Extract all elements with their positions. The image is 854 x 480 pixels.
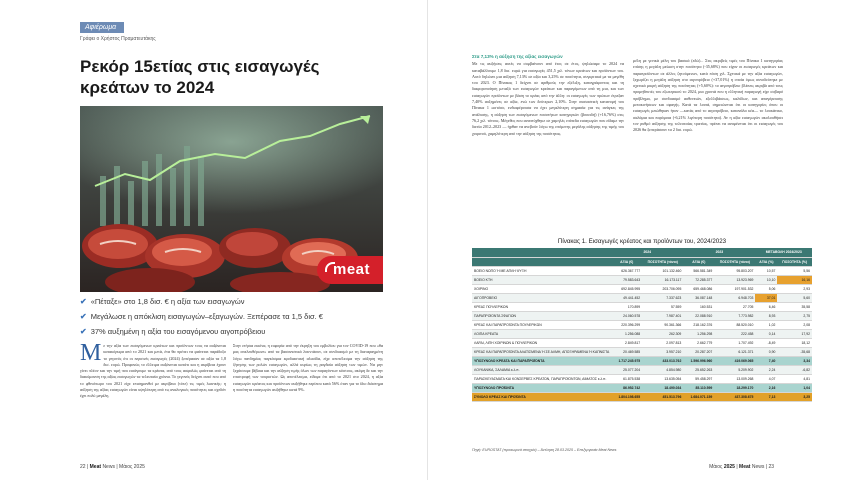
table-cell: 160.531 [683, 302, 714, 311]
table-cell: 16.173.117 [642, 275, 683, 284]
table-cell: 4,07 [755, 374, 777, 383]
table-row [472, 275, 812, 284]
table-cell: 17,92 [777, 329, 812, 338]
table-cell: 57.559 [642, 302, 683, 311]
table-cell: 1,02 [755, 320, 777, 329]
table-cell: 5,06 [755, 284, 777, 293]
key-point [80, 309, 380, 324]
table-cell: 35,58 [777, 302, 812, 311]
table-cell: 2.097.813 [642, 338, 683, 347]
table-row-label: ΒΟΕΙΟ ΚΤΗ [472, 275, 611, 284]
table-cell: 1.256.298 [683, 329, 714, 338]
page-number: 23 [768, 464, 774, 470]
meat-logo-text: meat [333, 261, 371, 278]
table-row-label: ΒΟΕΙΟ ΝΩΠΟ Ή ΜΕ ΑΠΛΗ ΨΥΞΗ [472, 266, 611, 275]
table-row [472, 284, 812, 293]
table-cell: 170.899 [611, 302, 642, 311]
table-column-header: ΠΟΣΟΤΗΤΑ (τόνοι) [714, 257, 755, 266]
table-row-label: ΥΠΟΣΥΝΟΛΟ ΠΡΟΪΟΝΤΑ [472, 383, 611, 392]
table-column-header: ΠΟΣΟΤΗΤΑ (%) [777, 257, 812, 266]
table-cell: 6.948.703 [714, 293, 755, 302]
table-cell: 72.285.377 [683, 275, 714, 284]
table-row [472, 338, 812, 347]
table-cell: 1.684.071.159 [683, 392, 714, 401]
table-row-label: ΛΟΥΚΑΝΙΚΑ, ΣΑΛΑΜΙΑ κ.λ.π. [472, 365, 611, 374]
table-cell: 4.854.980 [642, 365, 683, 374]
footer-brand-suffix: News [102, 464, 115, 470]
right-page [427, 0, 854, 480]
table-cell: 2,93 [777, 284, 812, 293]
table-body [472, 266, 812, 401]
table-cell: 203.706.095 [642, 284, 683, 293]
table-cell: 2.849.817 [611, 338, 642, 347]
table-cell: 13.009.268 [714, 374, 755, 383]
table-cell: 3,25 [777, 392, 812, 401]
column-text: Με τις αυξήσεις αυτές να συμβαίνουν από έτος σε έτος, ψηλώσαμε το 2024 να καταβάλλουμε 1,8 δισ. ευρώ για εισαγωγές 451,5 χιλ. τόνων κρεάτων και προϊόντων του. Αυτό δηλώνει μια αύξηση 7,13% σε αξία και 3,25% σε ποσότητα, συγκριτικά με τα μεγέθη του 2023. Ο Πίνακας 1 δείχνει σε αριθμούς την εξέλιξη, καταγράφοντας και τη διαφοροποίηση μεταξύ των εισαγωγών κρεάτων και παραγόμενων από τη μια, και των εισαγωγών προϊόντων με βάση το κρέας από την άλλη: οι εισαγωγές των πρώτων έτρεξαν 7,40% αυξημένες σε αξία, ενώ των δεύτερων 2,10%. Στην ουσιαστική κατανομή του Πίνακα 1 ωστόσο, ενδιαφέρουσα να έχει μεγαλύτερη σημασία για τις ανάγκες της ανάλυσης, η αύξηση των εισαγόμενων ποσοτήτων κατηγοριών (βοοειδή) (+16,76%) στις 76,2 χιλ. τόνους. Μέγεθος που αναπτύχθηκε σε χαμηλές επίπεδα εισαγωγών που είδαμε την διετία 2012–2023 — ήρθαν να ανεβούν λόγω της επόμενης μεγάλης αύξησης της τιμής του χοιρινού, χαμηλότερη από την αύξηση της ποσότητας. [472, 61, 624, 136]
imports-data-table [472, 248, 812, 402]
table-cell: 262.309 [642, 329, 683, 338]
table-cell: 18.299.170 [714, 383, 755, 392]
table-cell: 59.458.297 [683, 374, 714, 383]
table-cell: 36.087.148 [683, 293, 714, 302]
table-cell: 5,56 [777, 266, 812, 275]
table-cell: 18,12 [777, 338, 812, 347]
table-row-label: ΛΑΡΔΙ, ΛΙΠΗ ΧΟΙΡΙΝΩΝ & ΠΟΥΛΕΡΙΚΩΝ [472, 338, 611, 347]
table-row [472, 347, 812, 356]
table-cell: 1.596.996.960 [683, 356, 714, 365]
table-row [472, 374, 812, 383]
footer-left: 22 | Meat News | Μάιος 2025 [80, 464, 145, 470]
column-text: μέλη με γενικά μέλη του βασικά (εδώ)... Στις ακριβείς τιμές του Πίνακα 1 κατηγορίας επίσης η μεγάλη μείωση στην ποσότητα (-35,68%) που είχαν οι εισαγωγές κρεάτων και παραπροϊόντων σε άλλες ζητούμενων, κατά πόση χιλ. Σχετικά με την αξία εισαγωγών, ξεχωρίζει η μεγάλη αύξηση στο αιγοπρόβειο (+37,01%) η οποία όμως συνοδεύτηκε με σχετικά μικρή αύξηση της ποσότητας (+5,60%): το αιγοπρόβειο βλέπεις ακριβά από τους προμηθευτές του εξωτερικού το 2024, μια χρονιά που η ελληνική παραγωγή είχε σοβαρό πρόβλημα, με συνδυασμό ασθενειών, εξελλιβάσεως, καλύδων, και απαγόρευσης μετακινήσεων και σφαγής. Κατά τα λοιπά, σημειώνεται ότι οι κατηγορίες όπου οι εισαγωγές μειώθηκαν ήταν —κατάς από το αιγοπρόβειο, κατανάλα κέα— το λουκάνικο, σαλάμια και παρόμοια (-6,21% λιγότερη ποσότητα). Αν η αξία εισαγωγών ακολουθήσει τον ρυθμό αύξησης της τελευταίας τριετίας, πρέπει να αναμένεται ότι οι εισαγωγές του 2026 θα ξεπεράσουν τα 2 δισ. ευρώ. [633, 58, 783, 133]
table-cell: 27.705 [714, 302, 755, 311]
footer-brand: Meat [89, 464, 102, 470]
table-cell: 0,14 [755, 329, 777, 338]
table-column-header-row [472, 257, 812, 266]
table-cell: 218.162.376 [683, 320, 714, 329]
table-cell: -35,68 [777, 347, 812, 356]
column-text: Στην ετήσια εκκίνα, η ευφορία από την έκρηξη του εμβολίου για τον COVID-19 που «θα μας απελευθέρωνε» από τα βασανιστικά λοκντάουν, σε συνδυασμό με τη διαταραγμένη λόγω πανδημίας παγκόσμια εφοδιαστική αλυσίδα, είχε αποτέλεσμα την αύξηση της ζήτησης των ρολών εισαγωγών, αλλά κυρίως τη ραγδαία αύξηση των τιμών. Να μην ξεχάσουμε βέβαια και την αύξηση τιμής όλων των παραγόντων κόστους, ακόμη δε και την επιστροφή των τουριστών. Ως αποτέλεσμα, είδαμε ότι από το 2021 στο 2024, η αξία εισαγωγών κρέατος και προϊόντων αυξήθηκε περίπου κατά 56% όταν για το ίδιο διάστημα η ποσότητα εισαγωγών αυξήθηκε κατά 9%. [233, 343, 383, 393]
table-subtotal-row [472, 383, 812, 392]
table-cell: 1.717.245.975 [611, 356, 642, 365]
table-cell: 24.060.578 [611, 311, 642, 320]
table-cell: -8,49 [755, 338, 777, 347]
table-row-label: ΥΠΟΣΥΝΟΛΟ ΚΡΕΑΤΑ ΚΑΙ ΠΑΡΑΠΡΟΪΟΝΤΑ [472, 356, 611, 365]
table-cell: 101.132.460 [642, 266, 683, 275]
table-cell: 10,57 [755, 266, 777, 275]
section-subhead: Στα 7,13% η αύξηση της αξίας εισαγωγών [472, 54, 563, 59]
table-group-header [472, 248, 611, 257]
article-column-3 [472, 54, 624, 232]
table-cell: 25.652.263 [683, 365, 714, 374]
table-row [472, 266, 812, 275]
key-point-text: «Πέταξε» στο 1,8 δισ. € η αξία των εισαγωγών [90, 297, 245, 306]
table-cell: 13.923.969 [714, 275, 755, 284]
table-row-label: ΚΡΕΑΣ ΠΟΥΛΕΡΙΚΩΝ [472, 302, 611, 311]
article-column-1 [80, 343, 226, 458]
table-cell: 7,40 [755, 356, 777, 365]
checkmark-icon: ✔ [80, 312, 87, 321]
table-cell: 692.845.995 [611, 284, 642, 293]
article-column-4 [633, 58, 783, 226]
table-cell: 13.635.054 [642, 374, 683, 383]
table-row [472, 302, 812, 311]
table-cell: 5.209.902 [714, 365, 755, 374]
table-cell: 7,13 [755, 392, 777, 401]
table-row-label: ΠΑΡΑΠΡΟΪΟΝΤΑ ΣΦΑΓΙΩΝ [472, 311, 611, 320]
table-cell: 20.287.207 [683, 347, 714, 356]
table-total-row [472, 392, 812, 401]
table-cell: 1.804.198.655 [611, 392, 642, 401]
table-cell: 79.583.643 [611, 275, 642, 284]
table-column-header: ΑΞΙΑ (€) [611, 257, 642, 266]
article-headline: Ρεκόρ 15ετίας στις εισαγωγές κρεάτων το 2024 [80, 57, 320, 97]
key-point [80, 294, 380, 309]
table-subtotal-row [472, 356, 812, 365]
table-cell: 3.957.210 [642, 347, 683, 356]
table-cell: 1.707.492 [714, 338, 755, 347]
table-cell: 86.952.742 [611, 383, 642, 392]
article-column-2 [233, 343, 383, 458]
key-point-text: 37% αυξημένη η αξία του εισαγόμενου αιγοπρόβειου [90, 327, 266, 336]
table-row-label: ΛΟΙΠΑ ΚΡΕΑΤΑ [472, 329, 611, 338]
table-cell: 6,46 [755, 302, 777, 311]
key-point [80, 324, 380, 339]
table-cell: 7.773.982 [714, 311, 755, 320]
table-cell: 3,34 [777, 356, 812, 365]
table-cell: 451.513.796 [642, 392, 683, 401]
imports-table [472, 248, 812, 402]
table-cell: 4,81 [777, 374, 812, 383]
table-cell: 88.520.010 [714, 320, 755, 329]
table-group-header: 2024 [611, 248, 683, 257]
table-group-header-row [472, 248, 812, 257]
drop-cap: Μ [80, 343, 102, 366]
table-cell: 197.901.532 [714, 284, 755, 293]
table-row-label: ΑΙΓΟΠΡΟΒΕΙΟ [472, 293, 611, 302]
table-cell: 419.069.065 [714, 356, 755, 365]
footer-date: Μάιος 2025 [119, 464, 145, 470]
checkmark-icon: ✔ [80, 297, 87, 306]
table-row [472, 311, 812, 320]
table-cell: 2,08 [777, 320, 812, 329]
section-tag: Αφιέρωμα [80, 22, 124, 33]
table-row [472, 293, 812, 302]
checkmark-icon: ✔ [80, 327, 87, 336]
table-cell: 566.581.349 [683, 266, 714, 275]
table-cell: 433.013.762 [642, 356, 683, 365]
footer-brand: Meat [739, 464, 751, 470]
table-column-header: ΠΟΣΟΤΗΤΑ (τόνοι) [642, 257, 683, 266]
table-cell: 18.490.034 [642, 383, 683, 392]
table-cell: 0,90 [755, 347, 777, 356]
page-number: 22 [80, 464, 86, 470]
table-cell: 5,60 [777, 293, 812, 302]
table-cell: 20.469.585 [611, 347, 642, 356]
table-cell: 2,16 [755, 383, 777, 392]
table-cell: 1.256.088 [611, 329, 642, 338]
table-cell: 2,24 [755, 365, 777, 374]
footer-year: 2025 [723, 464, 735, 470]
key-points-list [80, 294, 380, 339]
table-cell: 2,75 [777, 311, 812, 320]
table-cell: 7.987.401 [642, 311, 683, 320]
table-cell: 8,93 [755, 311, 777, 320]
table-cell: 7.337.623 [642, 293, 683, 302]
table-cell: 61.875.538 [611, 374, 642, 383]
table-cell: 25.077.204 [611, 365, 642, 374]
table-cell: 49.441.452 [611, 293, 642, 302]
table-group-header: 2023 [683, 248, 755, 257]
table-cell: 626.367.777 [611, 266, 642, 275]
table-cell: -6,82 [777, 365, 812, 374]
table-cell: 222.458 [714, 329, 755, 338]
table-cell: 16,16 [777, 275, 812, 284]
table-column-header: ΑΞΙΑ (€) [683, 257, 714, 266]
footer-brand-suffix: News [751, 464, 765, 470]
table-cell: 95.803.207 [714, 266, 755, 275]
table-column-header [472, 257, 611, 266]
table-cell: 659.468.086 [683, 284, 714, 293]
table-cell: 220.396.299 [611, 320, 642, 329]
table-title: Πίνακας 1. Εισαγωγές κρέατος και προϊόντων του, 2024/2023 [557, 238, 727, 245]
table-row [472, 320, 812, 329]
table-cell: 90.361.366 [642, 320, 683, 329]
table-source: Πηγή: EUROSTAT (προσωρινά στοιχεία) – Άντληση 28.03.2025 – Επεξεργασία Meat News [472, 448, 617, 452]
column-text: ε την αξία των εισαγόμενων κρεάτων και προϊόντων τους να αυξάνεται κατακόρυφα από το 2021 και μετά, ένα θα πρέπει να φαίνεται παράδοξο το γεγονός ότι οι περσινές εισαγωγές (2024) ξεπέρασαν σε αξία τα 1,8 δισ. ευρώ. Προφανώς το έλλειμα αυξάνεται κατάτι και η ακρίβεια έχουν γίνει πλέον και την τιμή που εισάγουμε τα κρέατα, από τους ασφαλώς φαίνεται από τη διακύμανση της αξίας εισαγωγών τα τελευταία χρόνια. Το γεγονός δείχνει αυτό που από το φθινόπωρο του 2021 είχε επισημανθεί με ακρίβεια (τότε) τις τιμές λιανικής: η αύξηση της αξίας εισαγωγών είναι υψηλότερη από τις αναλογικές ποσότητες και σχεδόν έχει πολύ μεγάλη. [80, 343, 226, 399]
table-cell: 37,01 [755, 293, 777, 302]
table-cell: 10,10 [755, 275, 777, 284]
table-group-header: ΜΕΤΑΒΟΛΗ 2024/2023 [755, 248, 812, 257]
table-row-label: ΚΡΕΑΣ ΚΑΙ ΠΑΡΑΠΡΟΪΟΝΤΑ ΠΟΥΛΕΡΙΚΩΝ [472, 320, 611, 329]
key-point-text: Μεγάλωσε η απόκλιση εισαγωγών–εξαγωγών. Ξεπέρασε τα 1,5 δισ. € [90, 312, 323, 321]
table-column-header: ΑΞΙΑ (%) [755, 257, 777, 266]
table-row-label: ΠΑΡΑΣΚΕΥΑΣΜΑΤΑ ΚΑΙ ΚΟΝΣΕΡΒΕΣ ΚΡΕΑΤΩΝ, ΠΑΡΑΠΡΟΪΟΝΤΩΝ, ΑΙΜΑΤΟΣ κ.λ.π. [472, 374, 611, 383]
table-cell: 2.662.779 [683, 338, 714, 347]
table-cell: 85.110.599 [683, 383, 714, 392]
meat-logo [317, 256, 383, 284]
table-row [472, 329, 812, 338]
footer-right: Μάιος 2025 | Meat News | 23 [709, 464, 774, 470]
table-cell: 22.088.910 [683, 311, 714, 320]
table-row-label: ΚΡΕΑΣ ΚΑΙ ΠΑΡΑΠΡΟΪΟΝΤΑ ΑΛΑΤΙΣΜΕΝΑ Ή ΣΕ ΑΛΜΗ, ΑΠΟΞΗΡΑΜΕΝΑ Ή ΚΑΠΝΙΣΤΑ [472, 347, 611, 356]
table-row [472, 365, 812, 374]
hero-image [80, 106, 383, 292]
table-cell: 6.121.371 [714, 347, 755, 356]
byline: Γράφει ο Χρήστος Πραματευτάκης [80, 36, 156, 42]
table-row-label: ΣΥΝΟΛΟ ΚΡΕΑΣ ΚΑΙ ΠΡΟΪΟΝΤΑ [472, 392, 611, 401]
table-cell: 437.308.675 [714, 392, 755, 401]
footer-date: Μάιος [709, 464, 723, 470]
table-cell: 1,04 [777, 383, 812, 392]
table-row-label: ΧΟΙΡΙΝΟ [472, 284, 611, 293]
